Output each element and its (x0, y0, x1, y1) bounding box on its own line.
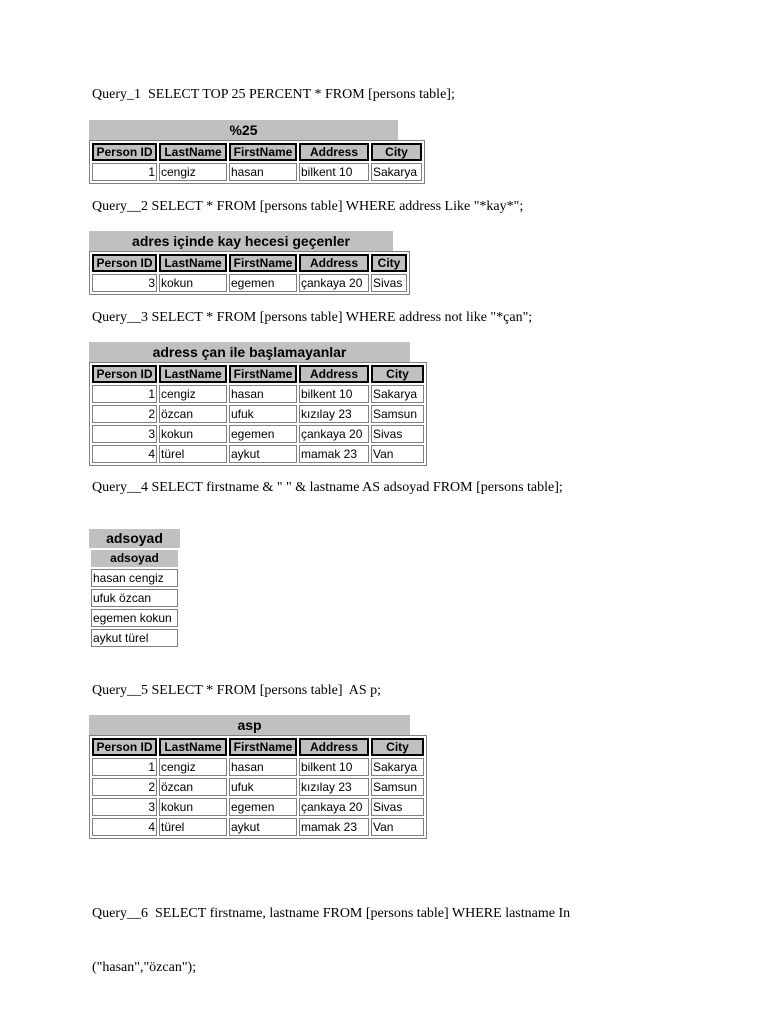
table-row (92, 445, 424, 463)
query-6-line-2: ("hasan","özcan"); (92, 960, 197, 975)
query-6-text (92, 869, 570, 995)
table-caption: adres içinde kay hecesi geçenler (89, 231, 393, 251)
cell-person-id: 4 (92, 818, 157, 836)
cell-address: bilkent 10 (299, 385, 369, 403)
cell-address: çankaya 20 (299, 425, 369, 443)
cell-adsoyad: hasan cengiz (91, 569, 178, 587)
cell-city: Sivas (371, 425, 424, 443)
cell-adsoyad: aykut türel (91, 629, 178, 647)
column-header-city: City (371, 738, 424, 756)
column-header-person-id: Person ID (92, 254, 157, 272)
cell-city: Samsun (371, 778, 424, 796)
cell-firstname: egemen (229, 425, 297, 443)
cell-person-id: 3 (92, 798, 157, 816)
cell-city: Sakarya (371, 385, 424, 403)
cell-lastname: türel (159, 445, 227, 463)
cell-address: bilkent 10 (299, 758, 369, 776)
result-table-4 (89, 529, 180, 649)
query-1-text: Query_1 SELECT TOP 25 PERCENT * FROM [persons table]; (92, 87, 455, 102)
column-header-adsoyad: adsoyad (91, 550, 178, 567)
cell-firstname: aykut (229, 818, 297, 836)
cell-city: Sivas (371, 274, 407, 292)
table-row (91, 589, 178, 607)
table-caption: %25 (89, 120, 398, 140)
cell-address: kızılay 23 (299, 405, 369, 423)
column-header-firstname: FirstName (229, 365, 297, 383)
column-header-city: City (371, 143, 422, 161)
cell-firstname: ufuk (229, 405, 297, 423)
column-header-city: City (371, 254, 407, 272)
cell-lastname: cengiz (159, 385, 227, 403)
cell-person-id: 1 (92, 163, 157, 181)
cell-lastname: kokun (159, 798, 227, 816)
result-table-2 (89, 231, 410, 295)
query-5-text: Query__5 SELECT * FROM [persons table] AS p; (92, 683, 382, 698)
column-header-person-id: Person ID (92, 365, 157, 383)
cell-lastname: cengiz (159, 758, 227, 776)
table-row (92, 405, 424, 423)
cell-city: Sakarya (371, 758, 424, 776)
result-table-5 (89, 715, 427, 839)
cell-address: mamak 23 (299, 818, 369, 836)
cell-city: Van (371, 818, 424, 836)
cell-person-id: 3 (92, 425, 157, 443)
cell-lastname: kokun (159, 274, 227, 292)
column-header-person-id: Person ID (92, 738, 157, 756)
data-grid (89, 548, 180, 649)
table-row (91, 609, 178, 627)
cell-lastname: cengiz (159, 163, 227, 181)
cell-firstname: egemen (229, 798, 297, 816)
column-header-address: Address (299, 143, 369, 161)
column-header-address: Address (299, 738, 369, 756)
cell-address: kızılay 23 (299, 778, 369, 796)
cell-city: Sakarya (371, 163, 422, 181)
column-header-lastname: LastName (159, 738, 227, 756)
cell-city: Sivas (371, 798, 424, 816)
cell-address: mamak 23 (299, 445, 369, 463)
cell-address: bilkent 10 (299, 163, 369, 181)
table-row (92, 163, 422, 181)
cell-adsoyad: ufuk özcan (91, 589, 178, 607)
table-row (92, 778, 424, 796)
query-6-line-1: Query__6 SELECT firstname, lastname FROM [persons table] WHERE lastname In (92, 906, 571, 921)
cell-person-id: 1 (92, 758, 157, 776)
table-row (92, 274, 407, 292)
cell-firstname: aykut (229, 445, 297, 463)
table-row (91, 569, 178, 587)
cell-person-id: 3 (92, 274, 157, 292)
cell-lastname: özcan (159, 778, 227, 796)
query-4-text: Query__4 SELECT firstname & " " & lastname AS adsoyad FROM [persons table]; (92, 480, 563, 495)
cell-person-id: 4 (92, 445, 157, 463)
cell-city: Samsun (371, 405, 424, 423)
column-header-lastname: LastName (159, 365, 227, 383)
table-row (92, 758, 424, 776)
cell-firstname: hasan (229, 163, 297, 181)
table-row (91, 629, 178, 647)
table-row (92, 818, 424, 836)
column-header-firstname: FirstName (229, 254, 297, 272)
cell-firstname: hasan (229, 758, 297, 776)
cell-person-id: 1 (92, 385, 157, 403)
table-caption: adress çan ile başlamayanlar (89, 342, 410, 362)
column-header-lastname: LastName (159, 143, 227, 161)
cell-firstname: egemen (229, 274, 297, 292)
data-grid (89, 735, 427, 839)
column-header-city: City (371, 365, 424, 383)
table-row (92, 425, 424, 443)
data-grid (89, 362, 427, 466)
column-header-firstname: FirstName (229, 143, 297, 161)
table-caption: adsoyad (89, 529, 180, 548)
cell-person-id: 2 (92, 778, 157, 796)
query-3-text: Query__3 SELECT * FROM [persons table] WHERE address not like "*çan"; (92, 310, 533, 325)
cell-address: çankaya 20 (299, 274, 369, 292)
data-grid (89, 251, 410, 295)
cell-firstname: hasan (229, 385, 297, 403)
cell-adsoyad: egemen kokun (91, 609, 178, 627)
data-grid (89, 140, 425, 184)
column-header-address: Address (299, 365, 369, 383)
table-row (92, 798, 424, 816)
cell-firstname: ufuk (229, 778, 297, 796)
table-caption: asp (89, 715, 410, 735)
column-header-address: Address (299, 254, 369, 272)
cell-person-id: 2 (92, 405, 157, 423)
query-2-text: Query__2 SELECT * FROM [persons table] WHERE address Like "*kay*"; (92, 199, 524, 214)
cell-lastname: türel (159, 818, 227, 836)
cell-lastname: kokun (159, 425, 227, 443)
result-table-3 (89, 342, 427, 466)
cell-address: çankaya 20 (299, 798, 369, 816)
column-header-firstname: FirstName (229, 738, 297, 756)
cell-lastname: özcan (159, 405, 227, 423)
result-table-1 (89, 120, 425, 184)
table-row (92, 385, 424, 403)
column-header-lastname: LastName (159, 254, 227, 272)
column-header-person-id: Person ID (92, 143, 157, 161)
cell-city: Van (371, 445, 424, 463)
